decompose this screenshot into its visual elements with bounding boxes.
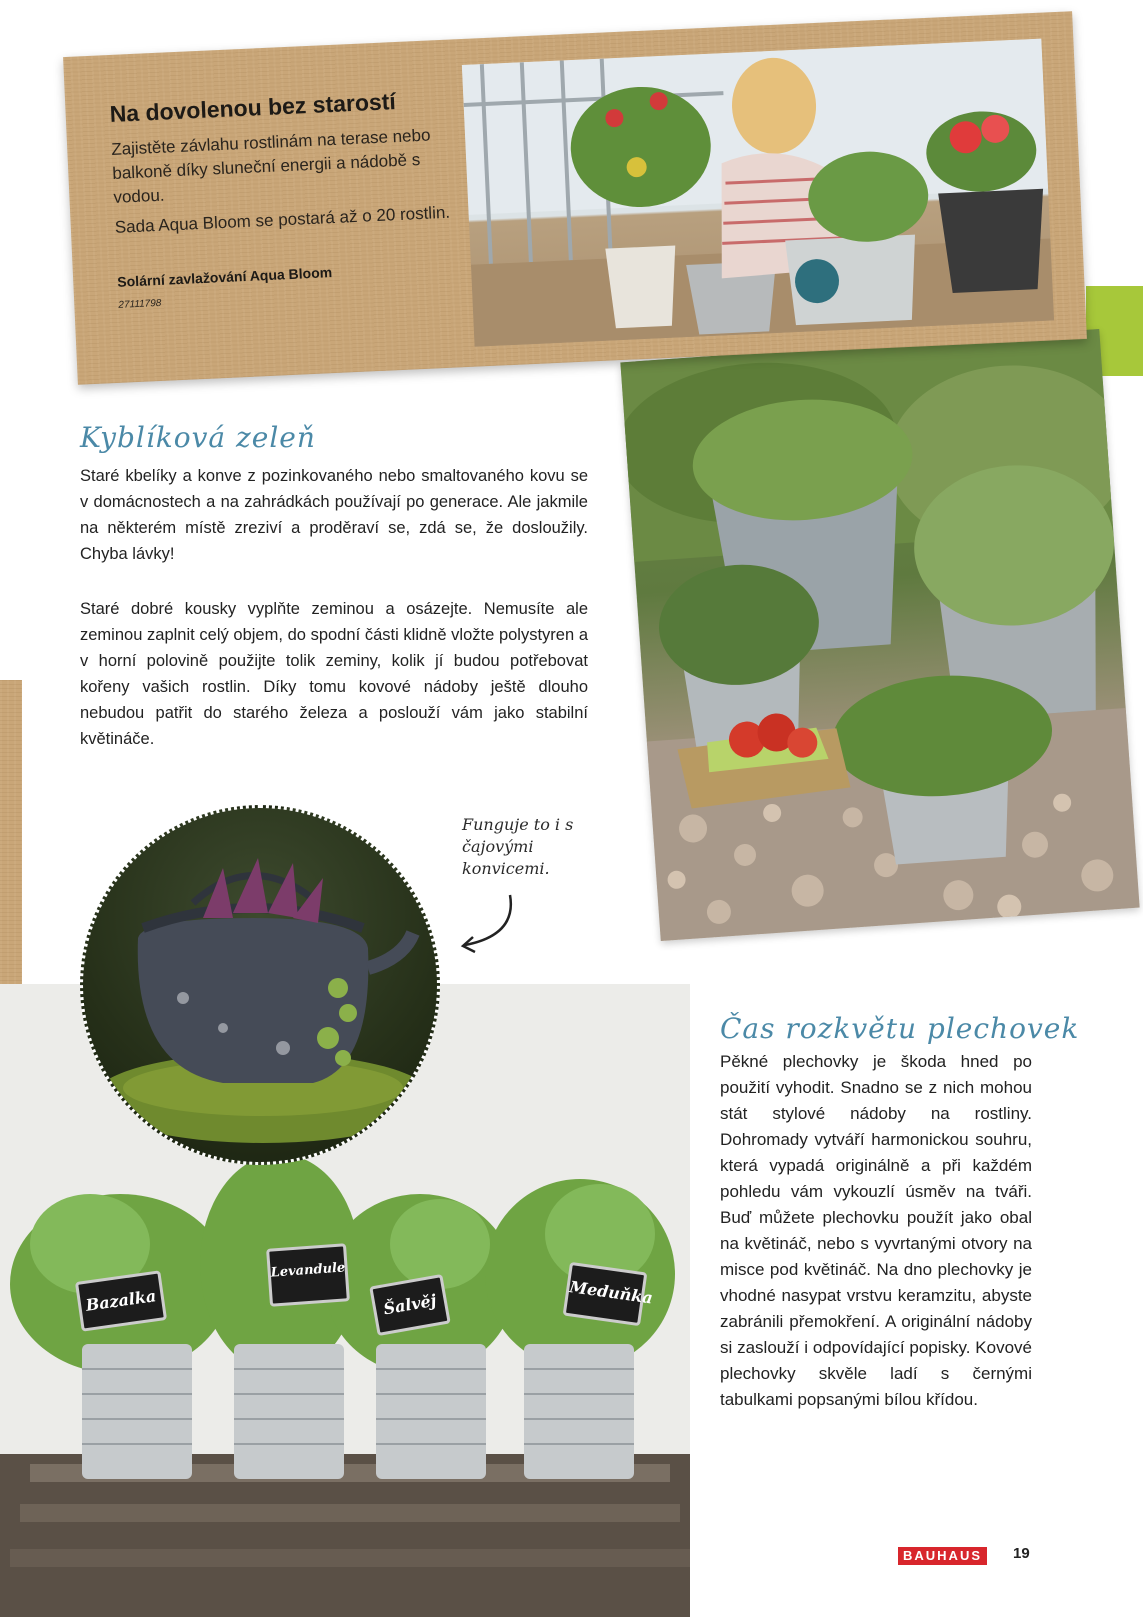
- chalkboard-label: Levandule: [266, 1243, 350, 1306]
- chalkboard-label: Šalvěj: [369, 1274, 451, 1336]
- promo-body: Zajistěte závlahu rostlinám na terase nebo balkoně díky sluneční energii a nádobě s vodou.: [110, 125, 431, 207]
- chalkboard-label: Meduňka: [563, 1262, 648, 1326]
- section1-paragraph-1: Staré kbelíky a konve z pozinkovaného nebo smaltovaného kovu se v domácnostech a na zahrádkách používají po generace. Ale jakmile na některém místě zreziví a proděraví se, zdá se, že dosloužily. Chyba lávky!: [80, 467, 588, 563]
- bauhaus-logo: BAUHAUS: [898, 1547, 987, 1565]
- teapot-illustration: [83, 808, 440, 1165]
- promo-text-block: [109, 86, 458, 311]
- teapot-photo: [80, 805, 440, 1165]
- promo-body-2: Sada Aqua Bloom se postará až o 20 rostlin.: [114, 202, 451, 237]
- balcony-photo: [462, 39, 1054, 347]
- chalkboard-label: Bazalka: [75, 1270, 167, 1331]
- promo-title: Na dovolenou bez starostí: [109, 88, 397, 128]
- promo-card: [63, 11, 1087, 384]
- section-heading-kyblikova-zelen: Kyblíková zeleň: [80, 421, 316, 454]
- curved-arrow-icon: [455, 890, 525, 960]
- balcony-illustration: [462, 39, 1054, 347]
- section-heading-cas-rozkvetu: Čas rozkvětu plechovek: [720, 1012, 1080, 1045]
- teapot-callout: Funguje to i s čajovými konvicemi.: [462, 815, 574, 878]
- section2-paragraph: Pěkné plechovky je škoda hned po použití vyhodit. Snadno se z nich mohou stát stylové nádoby na rostliny. Dohromady vytváří harmonickou souhru, která vypadá originálně a při každém pohledu vám vykouzlí úsměv na tváři. Buď můžete plechovku použít jako obal na květináč, nebo s vyvrtanými otvory na misce pod květináč. Na dno plechovky je vhodné nasypat vrstvu keramzitu, abyste zabránili přemokření. A originální nádoby si zaslouží i odpovídající popisky. Kovové plechovky skvěle ladí s černými tabulkami popsanými bílou křídou.: [720, 1052, 1032, 1409]
- page-number: 19: [1013, 1545, 1030, 1562]
- section1-paragraph-2: Staré dobré kousky vyplňte zeminou a osázejte. Nemusíte ale zeminou zaplnit celý objem, do spodní části klidně vložte polystyren a v horní polovině použijte tolik zeminy, kolik jí budou potřebovat kořeny vašich rostlin. Díky tomu kovové nádoby ještě dlouho nebudou patřit do starého železa a poslouží vám jako stabilní květináče.: [80, 600, 588, 748]
- promo-product-code: 27111798: [118, 297, 162, 311]
- bucket-garden-photo: [620, 329, 1139, 941]
- bucket-garden-illustration: [620, 329, 1139, 941]
- promo-product-name: Solární zavlažování Aqua Bloom: [116, 264, 333, 290]
